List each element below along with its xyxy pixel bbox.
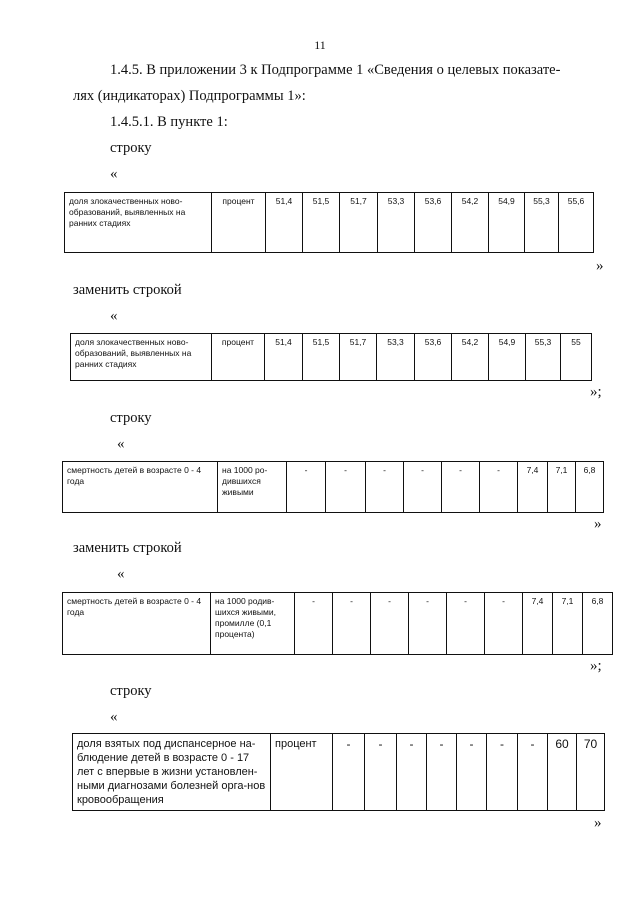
indicator-name-cell: доля взятых под диспансерное на-блюдение детей в возрасте 0 - 17 лет с впервые в жизни установлен-ными диагнозами болезней орга-нов кровообращения	[73, 734, 271, 811]
value-cell: 55,6	[559, 193, 594, 253]
paragraph-1-4-5: 1.4.5. В приложении 3 к Подпрограмме 1 «Сведения о целевых показате-	[110, 62, 561, 78]
indicator-table-2	[70, 333, 592, 381]
value-cell: 53,6	[415, 334, 452, 381]
value-cell: -	[409, 593, 447, 655]
value-cell: 53,3	[378, 193, 415, 253]
unit-cell: процент	[212, 193, 266, 253]
value-cell: 6,8	[576, 462, 604, 513]
indicator-name-cell: доля злокачественных ново-образований, выявленных на ранних стадиях	[71, 334, 212, 381]
label-row-2: строку	[110, 410, 152, 426]
value-cell: 54,2	[452, 334, 489, 381]
value-cell: 51,5	[303, 193, 340, 253]
paragraph-1-4-5-1: 1.4.5.1. В пункте 1:	[110, 114, 228, 130]
value-cell: 7,1	[548, 462, 576, 513]
value-cell: -	[485, 593, 523, 655]
value-cell: 54,9	[489, 193, 525, 253]
value-cell: 51,4	[266, 193, 303, 253]
value-cell: 53,3	[377, 334, 415, 381]
label-replace-1: заменить строкой	[73, 282, 182, 298]
table-row	[71, 334, 592, 381]
quote-open-3: «	[117, 436, 125, 452]
paragraph-1-4-5-continuation: лях (индикаторах) Подпрограммы 1»:	[73, 88, 306, 104]
value-cell: -	[333, 593, 371, 655]
page-number: 11	[314, 38, 326, 52]
unit-cell: на 1000 ро-дившихся живыми	[218, 462, 287, 513]
value-cell: 53,6	[415, 193, 452, 253]
table-row	[63, 462, 604, 513]
label-replace-2: заменить строкой	[73, 540, 182, 556]
quote-open-2: «	[110, 308, 118, 324]
quote-close-semi-1: »;	[590, 384, 602, 400]
value-cell: 7,1	[553, 593, 583, 655]
value-cell: 55,3	[526, 334, 561, 381]
value-cell: -	[366, 462, 404, 513]
value-cell: 60	[548, 734, 577, 811]
quote-close-2: »	[594, 516, 602, 532]
indicator-name-cell: доля злокачественных ново-образований, выявленных на ранних стадиях	[65, 193, 212, 253]
value-cell: -	[333, 734, 365, 811]
value-cell: -	[518, 734, 548, 811]
quote-close-semi-2: »;	[590, 658, 602, 674]
value-cell: -	[295, 593, 333, 655]
value-cell: 54,2	[452, 193, 489, 253]
indicator-table-4	[62, 592, 613, 655]
indicator-table-1	[64, 192, 594, 253]
value-cell: -	[397, 734, 427, 811]
value-cell: 55	[561, 334, 592, 381]
value-cell: 70	[577, 734, 605, 811]
quote-open-1: «	[110, 166, 118, 182]
table-row	[73, 734, 605, 811]
label-row-1: строку	[110, 140, 152, 156]
value-cell: 7,4	[518, 462, 548, 513]
value-cell: 51,7	[340, 334, 377, 381]
value-cell: -	[427, 734, 457, 811]
quote-close-1: »	[596, 258, 604, 274]
value-cell: 7,4	[523, 593, 553, 655]
table-row	[65, 193, 594, 253]
unit-cell: процент	[271, 734, 333, 811]
table-row	[63, 593, 613, 655]
value-cell: -	[442, 462, 480, 513]
quote-open-4: «	[117, 566, 125, 582]
indicator-name-cell: смертность детей в возрасте 0 - 4 года	[63, 593, 211, 655]
value-cell: 55,3	[525, 193, 559, 253]
value-cell: -	[371, 593, 409, 655]
value-cell: -	[457, 734, 487, 811]
label-row-3: строку	[110, 683, 152, 699]
value-cell: -	[326, 462, 366, 513]
unit-cell: на 1000 родив-шихся живыми, промилле (0,1 процента)	[211, 593, 295, 655]
quote-open-5: «	[110, 709, 118, 725]
value-cell: 51,4	[265, 334, 303, 381]
value-cell: -	[404, 462, 442, 513]
quote-close-3: »	[594, 815, 602, 831]
value-cell: 51,7	[340, 193, 378, 253]
value-cell: -	[287, 462, 326, 513]
value-cell: 51,5	[303, 334, 340, 381]
indicator-table-5	[72, 733, 605, 811]
unit-cell: процент	[212, 334, 265, 381]
value-cell: -	[447, 593, 485, 655]
value-cell: 6,8	[583, 593, 613, 655]
value-cell: -	[365, 734, 397, 811]
indicator-table-3	[62, 461, 604, 513]
value-cell: 54,9	[489, 334, 526, 381]
indicator-name-cell: смертность детей в возрасте 0 - 4 года	[63, 462, 218, 513]
value-cell: -	[480, 462, 518, 513]
value-cell: -	[487, 734, 518, 811]
